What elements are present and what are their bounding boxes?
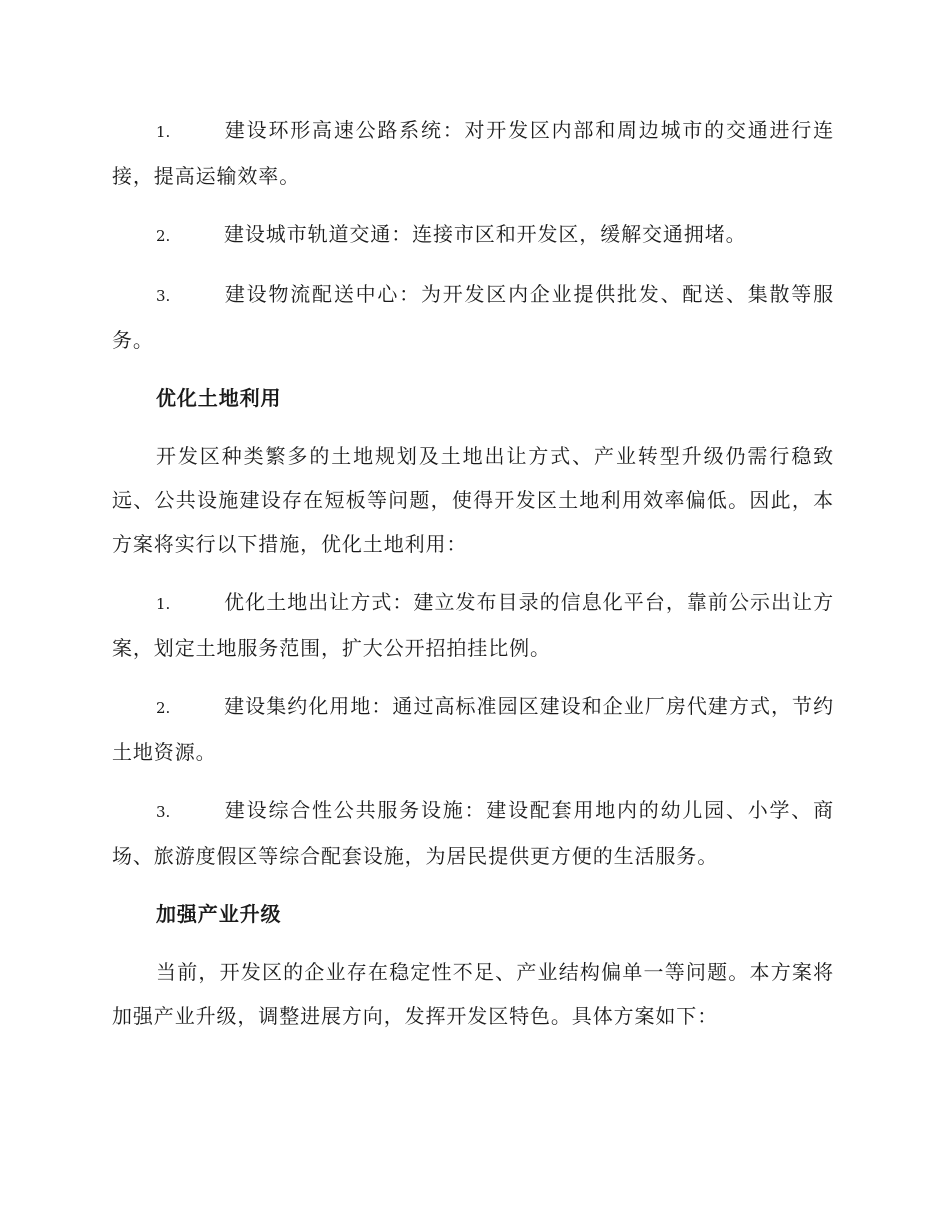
list-item	[112, 580, 834, 670]
list-number: 1.	[156, 123, 171, 141]
list-item	[112, 684, 834, 774]
list-item-text: 优化土地出让方式：建立发布目录的信息化平台，靠前公示出让方案，划定土地服务范围，扩大公开招拍挂比例。	[112, 590, 834, 660]
list-item-text: 建设物流配送中心：为开发区内企业提供批发、配送、集散等服务。	[112, 282, 834, 352]
list-item	[112, 788, 834, 878]
list-item	[112, 108, 834, 198]
list-item	[112, 212, 834, 258]
list-item-text: 建设城市轨道交通：连接市区和开发区，缓解交通拥堵。	[224, 222, 747, 246]
paragraph: 当前，开发区的企业存在稳定性不足、产业结构偏单一等问题。本方案将加强产业升级，调整进展方向，发挥开发区特色。具体方案如下：	[112, 960, 834, 1028]
list-item	[112, 272, 834, 362]
list-number: 2.	[156, 227, 171, 245]
list-number: 3.	[156, 803, 171, 821]
list-item-text: 建设综合性公共服务设施：建设配套用地内的幼儿园、小学、商场、旅游度假区等综合配套设施，为居民提供更方便的生活服务。	[112, 798, 834, 868]
list-number: 1.	[156, 595, 171, 613]
document-body	[112, 108, 834, 1052]
paragraph: 开发区种类繁多的土地规划及土地出让方式、产业转型升级仍需行稳致远、公共设施建设存在短板等问题，使得开发区土地利用效率偏低。因此，本方案将实行以下措施，优化土地利用：	[112, 444, 834, 556]
list-number: 3.	[156, 287, 171, 305]
list-number: 2.	[156, 699, 171, 717]
section-heading: 优化土地利用	[156, 386, 282, 410]
list-item-text: 建设环形高速公路系统：对开发区内部和周边城市的交通进行连接，提高运输效率。	[112, 118, 834, 188]
list-item-text: 建设集约化用地：通过高标准园区建设和企业厂房代建方式，节约土地资源。	[112, 694, 834, 764]
section-heading: 加强产业升级	[156, 902, 282, 926]
